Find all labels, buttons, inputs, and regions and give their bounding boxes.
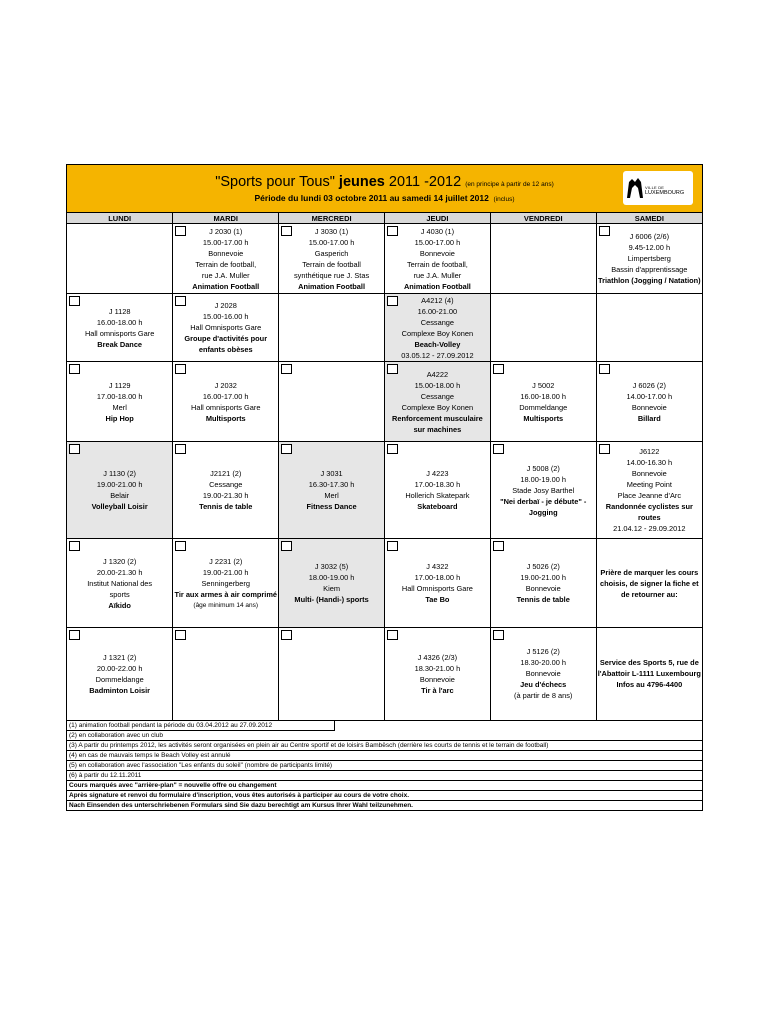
course-detail: Bonnevoie [419, 248, 455, 258]
course-cell [384, 539, 490, 628]
course-activity: "Nei derbaï - je débute" - Jogging [500, 496, 587, 517]
course-detail: 16.00-21.00 [417, 306, 458, 316]
course-code: A4212 (4) [421, 295, 454, 305]
course-code: J 1129 [108, 380, 131, 390]
instruction-text: Prière de marquer les cours choisis, de signer la fiche et de retourner au: [600, 567, 699, 599]
course-cell [490, 362, 596, 442]
course-detail: sports [109, 589, 130, 599]
course-age-note: (âge minimum 14 ans) [193, 601, 259, 609]
course-detail: 17.00-18.00 h [96, 391, 143, 401]
course-cell [173, 294, 279, 362]
course-cell [67, 628, 173, 720]
schedule-body [67, 224, 702, 720]
course-detail: Bonnevoie [525, 669, 561, 679]
course-code: J 3031 [320, 469, 343, 478]
course-code: J 2231 (2) [209, 556, 243, 566]
course-checkbox[interactable] [175, 296, 186, 306]
course-checkbox[interactable] [281, 541, 292, 551]
course-detail: Complexe Boy Konen [401, 402, 474, 412]
course-cell [596, 224, 702, 294]
course-checkbox[interactable] [175, 444, 186, 454]
empty-cell [279, 294, 385, 362]
course-detail: Hall omnisports Gare [84, 328, 155, 338]
course-cell [173, 224, 279, 294]
course-checkbox[interactable] [493, 364, 504, 374]
course-detail: Bonnevoie [631, 469, 667, 478]
weekly-schedule-table [67, 213, 702, 720]
footnote-line: (6) à partir du 12.11.2011 [67, 771, 702, 781]
course-code: J6122 [639, 447, 660, 456]
course-checkbox[interactable] [387, 296, 398, 306]
course-detail: 19.00-21.30 h [202, 491, 249, 500]
course-checkbox[interactable] [493, 444, 504, 454]
course-checkbox[interactable] [69, 541, 80, 551]
footnote-line: Après signature et renvoi du formulaire d'inscription, vous êtes autorisés à participer au cours de votre choix. [67, 791, 702, 801]
course-checkbox[interactable] [175, 630, 186, 640]
course-checkbox[interactable] [69, 444, 80, 454]
course-detail: Hall Omnisports Gare [401, 584, 473, 593]
footnote-line: Nach Einsenden des unterschriebenen Formulars sind Sie dazu berechtigt am Kursus Ihrer Wahl teilzunehmen. [69, 801, 413, 809]
course-detail: 15.00-18.00 h [414, 380, 461, 390]
course-detail: Hall omnisports Gare [191, 402, 261, 412]
course-detail: 15.00-17.00 h [414, 237, 461, 247]
empty-cell [173, 628, 279, 720]
instruction-cell [596, 539, 702, 628]
course-cell [173, 442, 279, 539]
logo-line1: VILLE DE [645, 185, 665, 190]
course-code: J 3030 (1) [314, 226, 349, 236]
course-checkbox[interactable] [281, 444, 292, 454]
course-detail: rue J.A. Muller [201, 270, 250, 280]
course-detail: Merl [112, 402, 127, 412]
course-code: J 3032 (5) [314, 562, 349, 571]
course-period: 03.05.12 - 27.09.2012 [401, 350, 474, 360]
course-detail: 14.00-17.00 h [626, 391, 673, 401]
course-detail: synthétique rue J. Stas [293, 270, 370, 280]
castle-icon [626, 176, 644, 200]
instruction-cell [596, 628, 702, 720]
course-cell [67, 539, 173, 628]
course-detail: 19.00-21.00 h [202, 567, 249, 577]
course-cell [173, 539, 279, 628]
course-code: J 5002 [532, 380, 555, 390]
page-subtitle [67, 193, 702, 203]
schedule-sheet [66, 164, 703, 811]
course-detail: 18.30-20.00 h [520, 658, 567, 668]
empty-cell [279, 628, 385, 720]
course-cell [279, 224, 385, 294]
course-activity: Badminton Loisir [89, 685, 151, 695]
course-detail: 18.00-19.00 h [308, 573, 355, 582]
course-detail: Bassin d'apprentissage [611, 265, 688, 274]
course-code: J 4326 (2/3) [417, 652, 458, 662]
course-cell [596, 362, 702, 442]
course-cell [173, 362, 279, 442]
course-detail: Terrain de football, [406, 259, 468, 269]
course-detail: 17.00-18.00 h [414, 573, 461, 582]
course-detail: Institut National des [87, 578, 153, 588]
course-code: J 2028 [214, 301, 237, 310]
course-detail: Stade Josy Barthel [512, 485, 575, 495]
course-code: J 4322 [426, 562, 449, 571]
course-activity: Animation Football [403, 281, 471, 291]
course-activity: Animation Football [192, 281, 260, 291]
course-detail: Meeting Point [626, 480, 672, 489]
course-activity: Hip Hop [105, 413, 134, 423]
course-code: J 2032 [214, 380, 237, 390]
title-prefix: "Sports pour Tous" [215, 174, 339, 190]
course-detail: 15.00-16.00 h [202, 312, 249, 321]
course-detail: Cessange [420, 317, 455, 327]
course-code: J 1321 (2) [103, 652, 137, 662]
day-header-row [67, 213, 702, 224]
course-activity: Tennis de table [199, 502, 253, 511]
course-code: J 4030 (1) [420, 226, 455, 236]
course-activity: Break Dance [97, 339, 143, 349]
course-cell [279, 442, 385, 539]
course-cell [384, 224, 490, 294]
course-cell [279, 539, 385, 628]
course-detail: Terrain de football [302, 259, 361, 269]
course-activity: Tae Bo [425, 595, 450, 604]
course-detail: rue J.A. Muller [413, 270, 462, 280]
course-detail: 18.30-21.00 h [414, 663, 461, 673]
course-detail: Place Jeanne d'Arc [617, 491, 682, 500]
course-activity: Jeu d'échecs [520, 680, 567, 690]
course-checkbox[interactable] [175, 541, 186, 551]
course-checkbox[interactable] [493, 541, 504, 551]
title-bold: jeunes [338, 174, 385, 190]
course-detail: Complexe Boy Konen [401, 328, 474, 338]
footnote-line: (2) en collaboration avec un club [67, 731, 702, 741]
course-detail: Kiem [323, 584, 340, 593]
course-cell [67, 294, 173, 362]
course-detail: 14.00-16.30 h [626, 458, 673, 467]
course-activity: Beach-Volley [414, 339, 461, 349]
course-detail: 19.00-21.00 h [520, 573, 567, 582]
course-period: 21.04.12 - 29.09.2012 [613, 524, 686, 533]
course-code: J 4223 [426, 469, 449, 478]
footnote-line: Cours marqués avec "arrière-plan" = nouvelle offre ou changement [67, 781, 702, 791]
day-header-jeudi: JEUDI [384, 213, 490, 224]
course-detail: Bonnevoie [525, 584, 561, 593]
schedule-row [67, 539, 702, 628]
course-checkbox[interactable] [387, 444, 398, 454]
course-activity: Multisports [523, 413, 564, 423]
course-activity: Fitness Dance [306, 502, 357, 511]
course-cell [596, 442, 702, 539]
course-code: J 1320 (2) [103, 556, 137, 566]
course-code: J 1130 (2) [103, 469, 137, 478]
course-detail: 17.00-18.30 h [414, 480, 461, 489]
course-detail: Cessange [209, 480, 243, 489]
course-activity: Tir aux armes à air comprimé [174, 589, 278, 599]
course-code: J 2030 (1) [209, 226, 243, 236]
course-checkbox[interactable] [281, 226, 292, 236]
course-code: J 1128 [108, 306, 131, 316]
course-detail: 15.00-17.00 h [202, 237, 249, 247]
page-title [67, 174, 702, 190]
course-detail: Senningerberg [201, 578, 250, 588]
course-activity: Animation Football [298, 281, 366, 291]
course-checkbox[interactable] [69, 364, 80, 374]
course-cell [67, 442, 173, 539]
course-detail: Gasperich [314, 248, 349, 258]
schedule-row [67, 224, 702, 294]
course-detail: Bonnevoie [208, 248, 244, 258]
course-code: J 6026 (2) [632, 380, 666, 390]
course-detail: 20.00-22.00 h [96, 663, 143, 673]
course-cell [384, 294, 490, 362]
day-header-mardi: MARDI [173, 213, 279, 224]
footnotes [67, 720, 702, 810]
schedule-row [67, 294, 702, 362]
course-checkbox[interactable] [493, 630, 504, 640]
course-code: J2121 (2) [210, 469, 242, 478]
course-cell [384, 362, 490, 442]
course-cell [490, 539, 596, 628]
course-activity: Triathlon (Jogging / Natation) [598, 276, 701, 285]
course-detail: 16.00-18.00 h [520, 391, 567, 401]
course-checkbox[interactable] [281, 364, 292, 374]
course-detail: Dommeldange [519, 402, 568, 412]
course-detail: 15.00-17.00 h [308, 237, 355, 247]
day-header-vendredi: VENDREDI [490, 213, 596, 224]
course-detail: Hall Omnisports Gare [190, 323, 262, 332]
course-checkbox[interactable] [387, 364, 398, 374]
course-checkbox[interactable] [175, 364, 186, 374]
logo-line2: LUXEMBOURG [645, 190, 685, 196]
course-activity: Tir à l'arc [421, 685, 454, 695]
course-cell [490, 442, 596, 539]
course-cell [67, 362, 173, 442]
course-cell [384, 442, 490, 539]
course-checkbox[interactable] [599, 364, 610, 374]
title-years: 2011 -2012 [384, 174, 466, 190]
course-code: J 5008 (2) [526, 463, 560, 473]
course-checkbox[interactable] [175, 226, 186, 236]
course-detail: Limpertsberg [627, 254, 671, 263]
course-cell [384, 628, 490, 720]
course-detail: 18.00-19.00 h [520, 474, 567, 484]
empty-cell [490, 224, 596, 294]
course-activity: Billard [637, 413, 661, 423]
course-detail: 20.00-21.30 h [96, 567, 143, 577]
course-code: J 6006 (2/6) [629, 232, 670, 241]
course-checkbox[interactable] [599, 226, 610, 236]
subtitle-note: (inclus) [493, 196, 515, 203]
course-activity: Groupe d'activités pour enfants obèses [184, 334, 268, 354]
day-header-lundi: LUNDI [67, 213, 173, 224]
course-checkbox[interactable] [599, 444, 610, 454]
empty-cell [596, 294, 702, 362]
course-detail: 19.00-21.00 h [96, 480, 143, 489]
course-detail: Dommeldange [95, 674, 144, 684]
course-code: J 5126 (2) [526, 647, 560, 657]
empty-cell [279, 362, 385, 442]
course-checkbox[interactable] [281, 630, 292, 640]
course-activity: Volleyball Loisir [91, 502, 148, 511]
course-activity: Multisports [205, 413, 246, 423]
footnote-line: (4) en cas de mauvais temps le Beach Volley est annulé [67, 751, 702, 761]
day-header-mercredi: MERCREDI [279, 213, 385, 224]
instruction-text: Service des Sports 5, rue de l'Abattoir L-1111 Luxembourg Infos au 4796-4400 [597, 658, 701, 690]
course-code: A4222 [426, 369, 449, 379]
course-activity: Renforcement musculaire sur machines [392, 413, 483, 434]
course-activity: Tennis de table [516, 595, 570, 604]
course-activity: Aïkido [108, 600, 131, 610]
empty-cell [490, 294, 596, 362]
footnote-line: (5) en collaboration avec l'association "Les enfants du soleil" (nombre de participants limité) [67, 761, 702, 771]
day-header-samedi: SAMEDI [596, 213, 702, 224]
course-checkbox[interactable] [387, 630, 398, 640]
empty-cell [67, 224, 173, 294]
footnote-line: (1) animation football pendant la période du 03.04.2012 au 27.09.2012 [67, 721, 335, 731]
course-activity: Skateboard [417, 502, 458, 511]
course-detail: Bonnevoie [419, 674, 455, 684]
course-checkbox[interactable] [387, 226, 398, 236]
footnote-line: (3) A partir du printemps 2012, les activités seront organisées en plein air au Centre sportif et de loisirs Bambësch (derrière les courts de tennis et le terrain de football) [67, 741, 702, 751]
course-period: (à partir de 8 ans) [514, 691, 573, 701]
header-banner [67, 165, 702, 213]
schedule-row [67, 628, 702, 720]
course-detail: Bonnevoie [631, 402, 667, 412]
course-detail: Hollerich Skatepark [405, 491, 470, 500]
course-activity: Randonnée cyclistes sur routes [605, 502, 693, 522]
course-detail: Belair [110, 491, 130, 500]
course-checkbox[interactable] [69, 630, 80, 640]
schedule-row [67, 442, 702, 539]
city-logo [623, 171, 693, 205]
course-checkbox[interactable] [69, 296, 80, 306]
course-detail: Cessange [420, 391, 455, 401]
course-checkbox[interactable] [387, 541, 398, 551]
course-detail: 9.45-12.00 h [628, 243, 671, 252]
course-detail: Terrain de football, [195, 259, 257, 269]
course-detail: 16.30-17.30 h [308, 480, 355, 489]
course-detail: 16.00-17.00 h [202, 391, 249, 401]
course-detail: Merl [324, 491, 339, 500]
schedule-row [67, 362, 702, 442]
subtitle-text: Période du lundi 03 octobre 2011 au samedi 14 juillet 2012 [254, 193, 489, 203]
course-activity: Multi- (Handi-) sports [294, 595, 369, 604]
course-detail: 16.00-18.00 h [96, 317, 143, 327]
course-code: J 5026 (2) [526, 562, 560, 571]
course-cell [490, 628, 596, 720]
title-note: (en principe à partir de 12 ans) [465, 181, 554, 188]
